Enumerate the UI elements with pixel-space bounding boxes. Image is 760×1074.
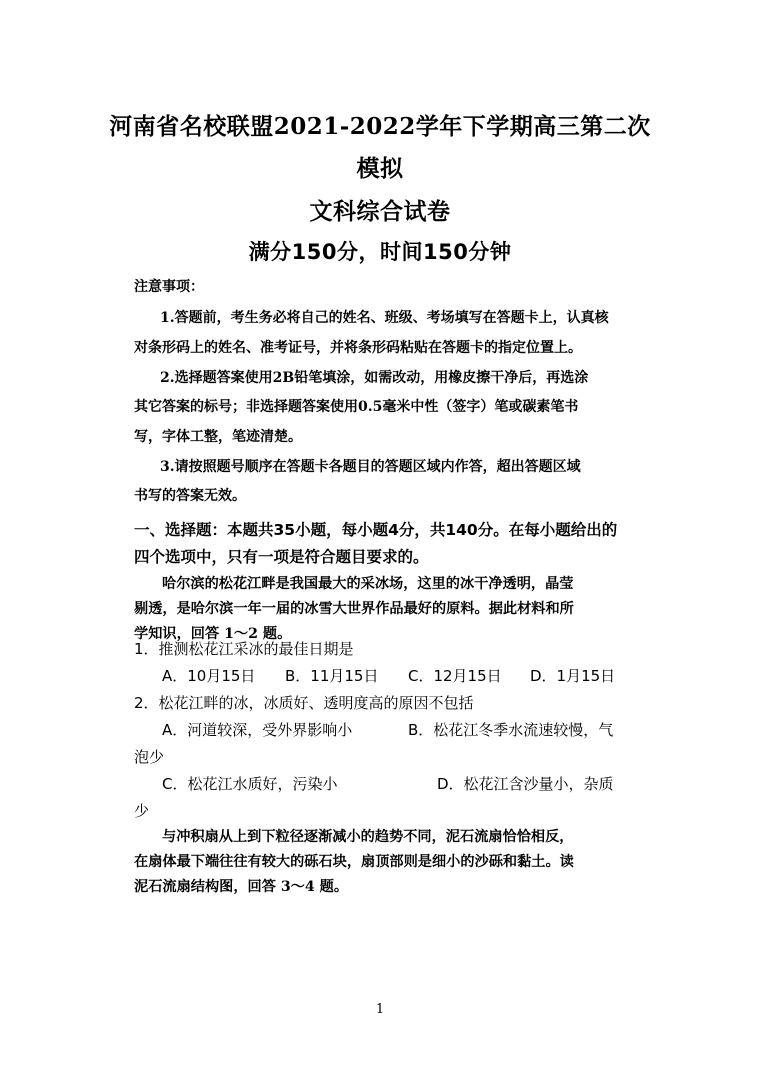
notice-item2-line1: 2.选择题答案使用2B铅笔填涂，如需改动，用橡皮擦干净后，再选涂	[160, 370, 589, 386]
q1-stem: 1．推测松花江采冰的最佳日期是	[134, 640, 354, 658]
q2-option-d-line1: D．松花江含沙量小，杂质	[437, 775, 614, 793]
q1-option-c: C．12月15日	[408, 667, 502, 685]
notice-item1-line2: 对条形码上的姓名、准考证号，并将条形码粘贴在答题卡的指定位置上。	[134, 340, 582, 356]
q2-option-a: A．河道较深，受外界影响小	[162, 721, 353, 739]
passage2-line3: 泥石流扇结构图，回答 3～4 题。	[134, 879, 349, 895]
passage1-line2: 剔透，是哈尔滨一年一届的冰雪大世界作品最好的原料。据此材料和所	[134, 601, 574, 617]
notice-item2-line3: 写，字体工整，笔迹清楚。	[134, 429, 302, 445]
q1-option-a: A．10月15日	[162, 667, 256, 685]
section1-heading-line2: 四个选项中，只有一项是符合题目要求的。	[134, 548, 429, 566]
q2-option-d-line2: 少	[134, 802, 150, 820]
exam-title-line1: 河南省名校联盟2021-2022学年下学期高三第二次	[109, 113, 651, 140]
q2-option-b-line2: 泡少	[134, 748, 165, 766]
section1-heading-line1: 一、选择题：本题共35小题，每小题4分，共140分。在每小题给出的	[134, 521, 618, 539]
score-time: 满分150分，时间150分钟	[248, 240, 512, 264]
exam-subject: 文科综合试卷	[309, 198, 451, 225]
q1-option-b: B．11月15日	[285, 667, 379, 685]
exam-title-line2: 模拟	[356, 155, 404, 182]
passage2-line2: 在扇体最下端往往有较大的砾石块，扇顶部则是细小的沙砾和黏土。读	[134, 854, 574, 870]
q2-option-b-line1: B．松花江冬季水流速较慢，气	[408, 721, 614, 739]
q2-option-c: C．松花江水质好，污染小	[162, 775, 338, 793]
page-number: 1	[375, 1002, 385, 1017]
passage1-line1: 哈尔滨的松花江畔是我国最大的采冰场，这里的冰干净透明，晶莹	[162, 576, 574, 592]
notice-item2-line2: 其它答案的标号；非选择题答案使用0.5毫米中性（签字）笔或碳素笔书	[134, 399, 579, 415]
q2-stem: 2．松花江畔的冰，冰质好、透明度高的原因不包括	[134, 694, 474, 712]
notice-item3-line1: 3.请按照题号顺序在答题卡各题目的答题区域内作答，超出答题区域	[160, 459, 581, 475]
notice-item3-line2: 书写的答案无效。	[134, 488, 246, 504]
q1-option-d: D．1月15日	[530, 667, 616, 685]
passage1-line3: 学知识，回答 1～2 题。	[134, 626, 292, 642]
passage2-line1: 与冲积扇从上到下粒径逐渐减小的趋势不同，泥石流扇恰恰相反，	[162, 829, 574, 845]
notice-item1-line1: 1.答题前，考生务必将自己的姓名、班级、考场填写在答题卡上，认真核	[160, 310, 609, 326]
notice-heading: 注意事项：	[134, 279, 204, 295]
